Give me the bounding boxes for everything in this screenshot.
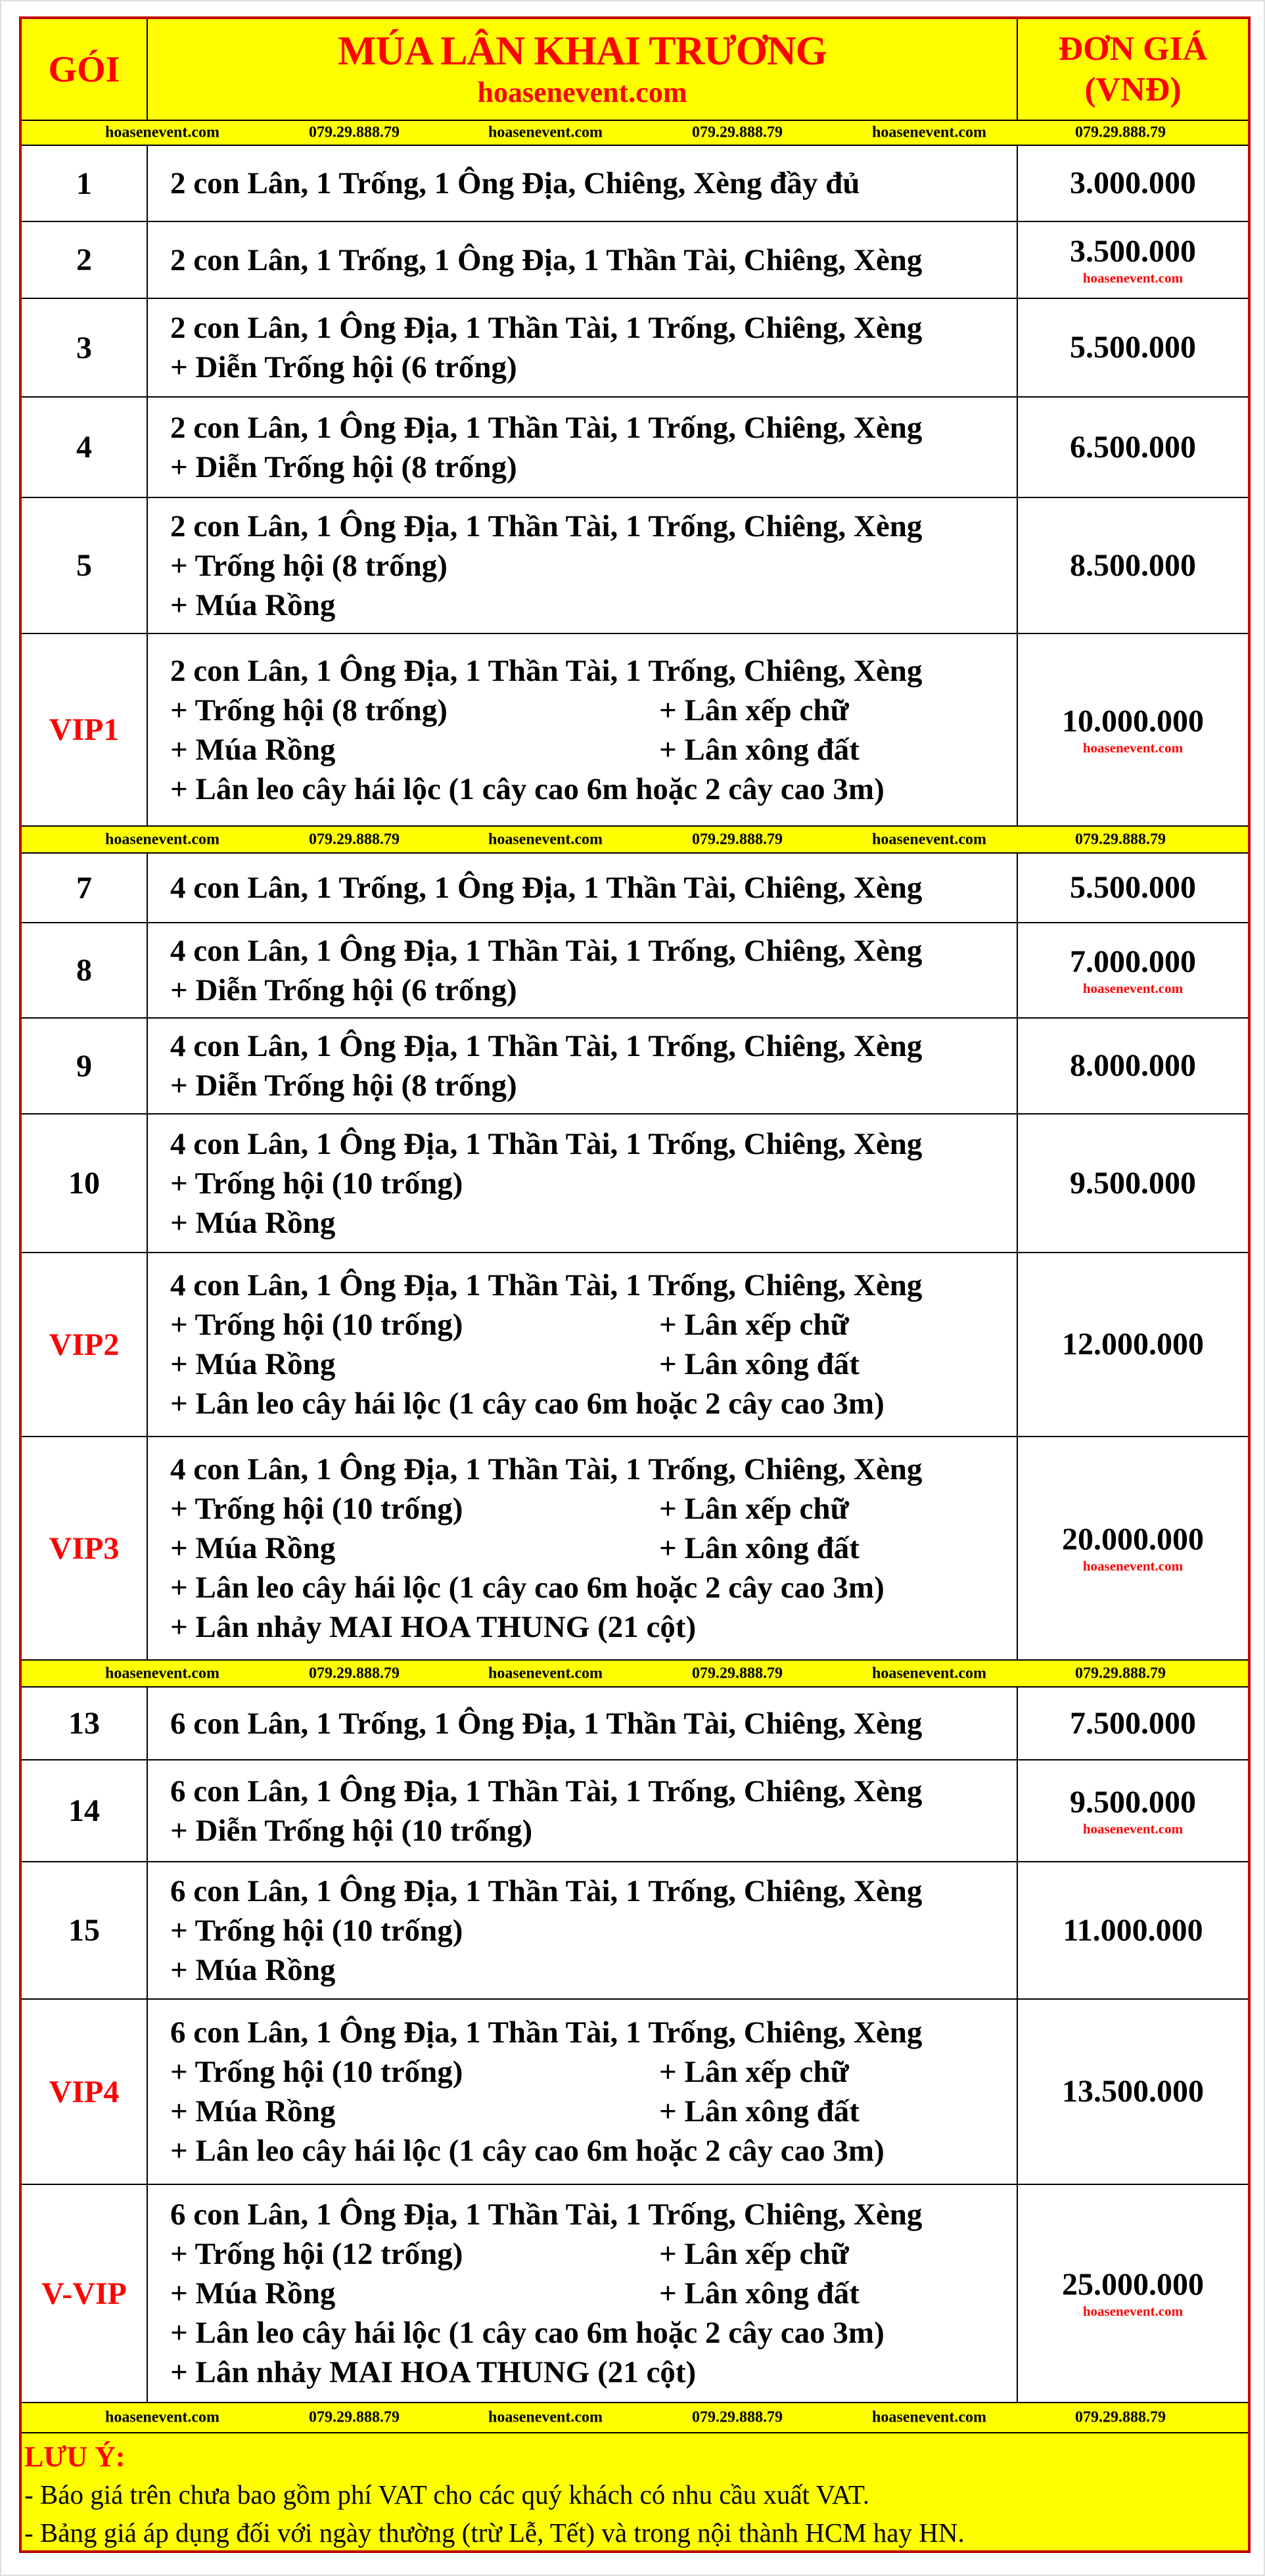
description-line [170,868,1017,908]
description-line [170,971,1017,1010]
price-cell [1018,854,1248,922]
price-cell [1018,923,1248,1017]
description-line [170,691,1017,730]
watermark-phone: 079.29.888.79 [1075,1665,1166,1682]
description-text: + Lân leo cây hái lộc (1 cây cao 6m hoặc 2 cây cao 3m) [170,2134,885,2168]
price-value: 5.500.000 [1070,870,1196,905]
header-price-unit: (VNĐ) [1084,70,1182,108]
price-value: 13.500.000 [1062,2074,1204,2109]
description-line [170,1704,1017,1743]
price-watermark: hoasenevent.com [1082,1558,1184,1574]
package-cell [22,1253,148,1436]
description-line [170,2195,1017,2234]
description-text: 6 con Lân, 1 Ông Địa, 1 Thần Tài, 1 Trống, Chiêng, Xèng [170,2015,923,2050]
description-line [170,1811,1017,1851]
description-addon: + Lân xếp chữ [659,2237,849,2271]
price-cell [1018,2185,1248,2402]
price-value: 3.500.000 [1070,233,1196,269]
package-label: 1 [76,166,92,201]
watermark-row [22,121,1248,146]
watermark-row [22,1661,1248,1688]
price-cell [1018,299,1248,396]
description-cell [148,2000,1018,2184]
price-cell [1018,634,1248,825]
description-text: 2 con Lân, 1 Ông Địa, 1 Thần Tài, 1 Trống, Chiêng, Xèng [170,653,923,688]
package-label: VIP2 [49,1327,120,1362]
description-line [170,1450,1017,1489]
price-table [19,16,1251,2553]
description-text: 6 con Lân, 1 Ông Địa, 1 Thần Tài, 1 Trống, Chiêng, Xèng [170,2197,923,2232]
description-text: 4 con Lân, 1 Ông Địa, 1 Thần Tài, 1 Trống, Chiêng, Xèng [170,1452,923,1486]
description-cell [148,1688,1018,1759]
package-label: 13 [68,1706,100,1741]
description-line [170,448,1017,487]
description-text: + Trống hội (8 trống) [170,548,448,583]
package-label: V-VIP [41,2276,127,2311]
description-text: + Lân leo cây hái lộc (1 cây cao 6m hoặc 2 cây cao 3m) [170,1387,885,1421]
description-line [170,348,1017,387]
description-text: + Múa Rồng [170,587,336,622]
price-value: 3.000.000 [1070,166,1196,200]
description-line [170,730,1017,770]
table-header [22,19,1248,121]
watermark-phone: 079.29.888.79 [309,1665,400,1682]
description-addon: + Lân xếp chữ [659,693,849,727]
description-cell [148,1253,1018,1436]
description-cell [148,854,1018,922]
description-addon: + Lân xông đất [659,1531,860,1565]
price-value: 5.500.000 [1070,330,1196,365]
price-cell [1018,398,1248,497]
price-cell [1018,1437,1248,1659]
table-row [22,854,1248,923]
description-text: + Trống hội (8 trống) [170,693,448,727]
description-text: 6 con Lân, 1 Trống, 1 Ông Địa, 1 Thần Tài, Chiêng, Xèng [170,1706,923,1741]
table-row [22,2185,1248,2403]
description-text: + Múa Rồng [170,732,336,767]
description-addon: + Lân xếp chữ [659,1492,849,1526]
watermark-phone: 079.29.888.79 [692,1665,783,1682]
description-text: + Trống hội (10 trống) [170,1913,463,1948]
price-cell [1018,1862,1248,1998]
table-row [22,1862,1248,2000]
watermark-phone: 079.29.888.79 [1075,124,1166,141]
watermark-site: hoasenevent.com [105,1665,219,1682]
watermark-phone: 079.29.888.79 [309,2408,400,2426]
watermark-row [22,2403,1248,2433]
package-label: 8 [76,953,92,988]
description-text: 2 con Lân, 1 Ông Địa, 1 Thần Tài, 1 Trống, Chiêng, Xèng [170,509,923,543]
package-cell [22,854,148,922]
package-cell [22,1019,148,1113]
price-value: 10.000.000 [1062,703,1204,739]
description-cell [148,1019,1018,1113]
package-cell [22,923,148,1017]
description-cell [148,1437,1018,1659]
price-value: 8.500.000 [1070,547,1196,583]
description-line [170,2353,1017,2392]
description-addon: + Lân xông đất [659,2094,860,2128]
description-text: + Múa Rồng [170,1347,336,1381]
package-cell [22,222,148,298]
description-cell [148,1760,1018,1861]
note-line: - Bảng giá áp dụng đối với ngày thường (trừ Lễ, Tết) và trong nội thành HCM hay HN. [24,2518,965,2548]
description-text: 4 con Lân, 1 Ông Địa, 1 Thần Tài, 1 Trống, Chiêng, Xèng [170,1268,923,1302]
description-line [170,546,1017,586]
price-watermark: hoasenevent.com [1082,269,1184,286]
package-label: 15 [68,1913,100,1948]
package-label: 2 [76,242,92,277]
description-addon: + Lân xông đất [659,732,860,767]
package-label: 10 [68,1166,100,1201]
description-text: + Múa Rồng [170,2276,336,2311]
description-line [170,1345,1017,1384]
description-cell [148,1862,1018,1998]
description-line [170,1772,1017,1811]
description-text: + Trống hội (10 trống) [170,2055,463,2089]
description-line [170,2274,1017,2313]
description-text: + Lân leo cây hái lộc (1 cây cao 6m hoặc 2 cây cao 3m) [170,2316,885,2350]
package-cell [22,2185,148,2402]
description-line [170,2013,1017,2052]
package-cell [22,1862,148,1998]
watermark-site: hoasenevent.com [105,2408,219,2426]
table-row [22,299,1248,398]
table-row [22,1019,1248,1115]
description-text: + Lân leo cây hái lộc (1 cây cao 6m hoặc 2 cây cao 3m) [170,771,885,806]
description-cell [148,923,1018,1017]
description-line [170,241,1017,280]
description-line [170,1305,1017,1345]
description-text: + Trống hội (12 trống) [170,2237,463,2271]
watermark-phone: 079.29.888.79 [309,124,400,141]
description-text: + Múa Rồng [170,1205,336,1240]
description-line [170,507,1017,546]
description-addon: + Lân xếp chữ [659,1308,849,1342]
price-value: 8.000.000 [1070,1048,1196,1083]
description-line [170,1124,1017,1164]
package-label: 4 [76,430,92,465]
package-cell [22,498,148,633]
description-line [170,1950,1017,1990]
description-cell [148,2185,1018,2402]
package-label: 3 [76,330,92,365]
description-cell [148,498,1018,633]
header-package-cell [22,19,148,120]
description-text: + Trống hội (10 trống) [170,1308,463,1342]
note-line: - Báo giá trên chưa bao gồm phí VAT cho các quý khách có nhu cầu xuất VAT. [24,2479,870,2510]
price-value: 9.500.000 [1070,1784,1196,1820]
table-row [22,1437,1248,1661]
description-text: + Diễn Trống hội (6 trống) [170,350,517,384]
package-label: 14 [68,1793,100,1828]
price-value: 20.000.000 [1062,1522,1204,1557]
price-value: 12.000.000 [1062,1327,1204,1362]
package-cell [22,1688,148,1759]
description-text: + Diễn Trống hội (10 trống) [170,1813,533,1848]
price-cell [1018,146,1248,221]
watermark-row [22,827,1248,854]
table-row [22,398,1248,498]
header-package-label: GÓI [48,49,120,90]
watermark-site: hoasenevent.com [872,124,986,141]
description-text: 2 con Lân, 1 Trống, 1 Ông Địa, Chiêng, Xèng đầy đủ [170,166,860,200]
package-cell [22,398,148,497]
description-line [170,2092,1017,2131]
description-line [170,770,1017,809]
package-label: VIP3 [49,1530,120,1566]
watermark-site: hoasenevent.com [105,124,219,141]
price-watermark: hoasenevent.com [1082,739,1184,756]
package-cell [22,1760,148,1861]
description-line [170,931,1017,971]
table-row [22,2000,1248,2185]
header-title-cell [148,19,1018,120]
watermark-site: hoasenevent.com [872,1665,986,1682]
package-label: VIP4 [49,2074,120,2109]
price-cell [1018,1115,1248,1252]
description-line [170,1489,1017,1529]
description-line [170,651,1017,691]
description-cell [148,299,1018,396]
watermark-site: hoasenevent.com [488,831,603,848]
package-label: 5 [76,548,92,583]
table-row [22,498,1248,634]
description-cell [148,1115,1018,1252]
description-text: + Lân nhảy MAI HOA THUNG (21 cột) [170,2355,697,2389]
description-text: 2 con Lân, 1 Ông Địa, 1 Thần Tài, 1 Trống, Chiêng, Xèng [170,410,923,445]
description-cell [148,146,1018,221]
description-text: + Diễn Trống hội (8 trống) [170,449,517,484]
description-text: + Múa Rồng [170,1952,336,1987]
watermark-phone: 079.29.888.79 [1075,831,1166,848]
notes-section [22,2433,1248,2550]
package-label: 9 [76,1048,92,1084]
description-addon: + Lân xông đất [659,1347,860,1381]
description-line [170,1529,1017,1568]
description-text: 6 con Lân, 1 Ông Địa, 1 Thần Tài, 1 Trống, Chiêng, Xèng [170,1874,923,1908]
description-text: 2 con Lân, 1 Ông Địa, 1 Thần Tài, 1 Trống, Chiêng, Xèng [170,311,923,345]
description-line [170,1872,1017,1911]
watermark-site: hoasenevent.com [872,2408,986,2426]
description-addon: + Lân xếp chữ [659,2055,849,2089]
table-row [22,1760,1248,1862]
package-cell [22,1115,148,1252]
table-row [22,634,1248,827]
notes-title: LƯU Ý: [24,2441,126,2473]
description-line [170,164,1017,203]
description-line [170,1384,1017,1423]
price-cell [1018,1253,1248,1436]
price-cell [1018,2000,1248,2184]
description-text: + Diễn Trống hội (6 trống) [170,973,517,1007]
watermark-phone: 079.29.888.79 [309,831,400,848]
description-text: 4 con Lân, 1 Trống, 1 Ông Địa, 1 Thần Tài, Chiêng, Xèng [170,871,923,905]
table-body [22,121,1248,2550]
description-text: + Múa Rồng [170,1531,336,1565]
watermark-site: hoasenevent.com [488,124,603,141]
description-line [170,2234,1017,2274]
price-watermark: hoasenevent.com [1082,1820,1184,1837]
price-watermark: hoasenevent.com [1082,980,1184,996]
table-row [22,1115,1248,1253]
package-label: VIP1 [49,712,120,747]
package-cell [22,299,148,396]
description-line [170,1911,1017,1950]
header-website: hoasenevent.com [477,76,687,108]
description-text: 6 con Lân, 1 Ông Địa, 1 Thần Tài, 1 Trống, Chiêng, Xèng [170,1774,923,1808]
price-watermark: hoasenevent.com [1082,2303,1184,2319]
description-text: + Lân nhảy MAI HOA THUNG (21 cột) [170,1610,697,1644]
watermark-site: hoasenevent.com [488,2408,603,2426]
description-text: 2 con Lân, 1 Trống, 1 Ông Địa, 1 Thần Tài, Chiêng, Xèng [170,242,923,277]
price-value: 6.500.000 [1070,429,1196,465]
description-text: 4 con Lân, 1 Ông Địa, 1 Thần Tài, 1 Trống, Chiêng, Xèng [170,1029,923,1063]
description-line [170,1266,1017,1305]
watermark-site: hoasenevent.com [105,831,219,848]
package-cell [22,146,148,221]
description-line [170,2052,1017,2092]
price-value: 25.000.000 [1062,2267,1204,2302]
watermark-phone: 079.29.888.79 [1075,2408,1166,2426]
price-value: 11.000.000 [1063,1912,1203,1948]
price-value: 7.000.000 [1070,944,1196,979]
description-line [170,1568,1017,1607]
table-row [22,1688,1248,1760]
watermark-site: hoasenevent.com [872,831,986,848]
description-cell [148,634,1018,825]
package-cell [22,1437,148,1659]
description-line [170,408,1017,448]
price-cell [1018,1760,1248,1861]
description-line [170,1164,1017,1203]
package-cell [22,2000,148,2184]
description-text: + Lân leo cây hái lộc (1 cây cao 6m hoặc 2 cây cao 3m) [170,1571,885,1605]
table-row [22,923,1248,1019]
table-row [22,1253,1248,1437]
description-line [170,1607,1017,1647]
table-row [22,222,1248,299]
description-line [170,308,1017,348]
description-line [170,586,1017,625]
price-value: 7.500.000 [1070,1705,1196,1741]
description-text: + Trống hội (10 trống) [170,1166,463,1201]
page-title: MÚA LÂN KHAI TRƯƠNG [338,28,827,74]
watermark-phone: 079.29.888.79 [692,2408,783,2426]
watermark-phone: 079.29.888.79 [692,124,783,141]
description-line [170,1026,1017,1066]
description-cell [148,222,1018,298]
price-cell [1018,1019,1248,1113]
description-line [170,2313,1017,2353]
header-price-cell [1018,19,1248,120]
price-value: 9.500.000 [1070,1165,1196,1201]
package-label: 7 [76,870,92,906]
table-row [22,146,1248,222]
package-cell [22,634,148,825]
description-line [170,1066,1017,1105]
description-line [170,2131,1017,2171]
description-text: + Múa Rồng [170,2094,336,2128]
description-text: 4 con Lân, 1 Ông Địa, 1 Thần Tài, 1 Trống, Chiêng, Xèng [170,933,923,968]
price-cell [1018,1688,1248,1759]
description-text: 4 con Lân, 1 Ông Địa, 1 Thần Tài, 1 Trống, Chiêng, Xèng [170,1126,923,1161]
description-cell [148,398,1018,497]
header-price-label: ĐƠN GIÁ [1058,30,1208,68]
price-cell [1018,498,1248,633]
description-text: + Trống hội (10 trống) [170,1492,463,1526]
watermark-site: hoasenevent.com [488,1665,603,1682]
description-text: + Diễn Trống hội (8 trống) [170,1069,517,1103]
description-addon: + Lân xông đất [659,2276,860,2311]
price-cell [1018,222,1248,298]
description-line [170,1203,1017,1243]
watermark-phone: 079.29.888.79 [692,831,783,848]
